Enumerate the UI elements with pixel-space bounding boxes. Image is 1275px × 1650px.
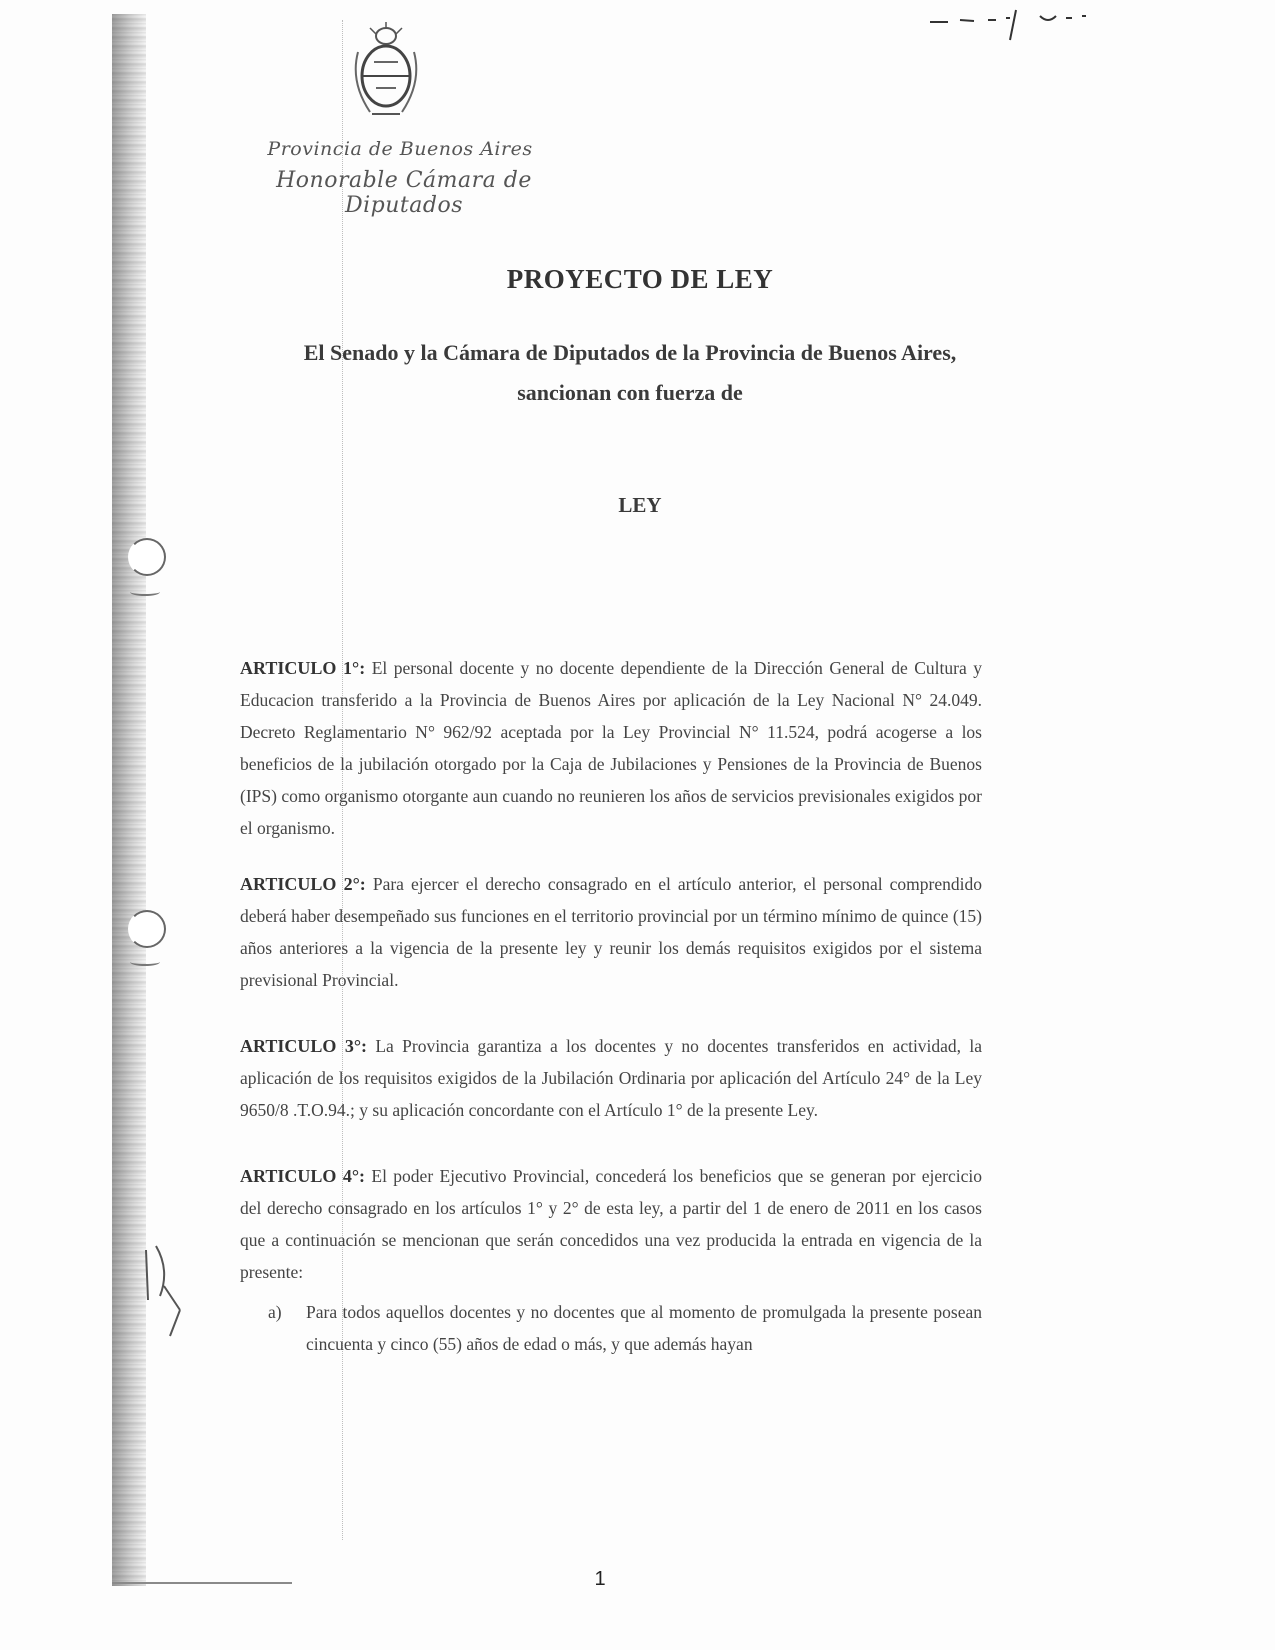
enacting-line-1: El Senado y la Cámara de Diputados de la Provincia de Buenos Aires,: [303, 340, 957, 365]
header-chamber: Honorable Cámara de Diputados: [276, 168, 532, 218]
punch-hole-shadow-bottom: [130, 958, 160, 966]
article-3: [240, 1030, 982, 1126]
article-2: [240, 868, 982, 996]
enacting-line-2: sancionan con fuerza de: [517, 380, 743, 405]
punch-hole-top: [128, 538, 166, 576]
article-4: [240, 1160, 982, 1288]
article-label: ARTICULO 3°:: [240, 1036, 368, 1056]
header-province: Provincia de Buenos Aires: [267, 138, 533, 160]
coat-of-arms-icon: [350, 22, 422, 122]
scan-bottom-edge: [112, 1582, 292, 1584]
scan-edge-shadow: [112, 14, 146, 1586]
corner-handwriting-marks: [930, 6, 1130, 46]
list-item-a: [268, 1296, 982, 1360]
article-text: El poder Ejecutivo Provincial, concederá los beneficios que se generan por ejercicio del derecho consagrado en los artículos 1° y 2° de esta ley, a partir del 1 de enero de 2011 en los casos que a continuación se mencionan que serán concedidos una vez producida la entrada en vigencia de la presente:: [240, 1166, 983, 1282]
list-marker: a): [268, 1302, 282, 1322]
list-text: Para todos aquellos docentes y no docentes que al momento de promulgada la presente posean cincuenta y cinco (55) años de edad o más, y que además hayan: [306, 1302, 982, 1354]
article-text: Para ejercer el derecho consagrado en el artículo anterior, el personal comprendido deberá haber desempeñado sus funciones en el territorio provincial por un término mínimo de quince (15) años anteriores a la vigencia de la presente ley y reunir los demás requisitos exigidos por el sistema previsional Provincial.: [240, 874, 982, 990]
article-text: El personal docente y no docente dependiente de la Dirección General de Cultura y Educacion transferido a la Provincia de Buenos Aires por aplicación de la Ley Nacional N° 24.049. Decreto Reglamentario N° 962/92 aceptada por la Ley Provincial N° 11.524, podrá acogerse a los beneficios de la jubilación otorgado por la Caja de Jubilaciones y Pensiones de la Provincia de Buenos (IPS) como organismo otorgante aun cuando no reunieren los años de servicios previsionales exigidos por el organismo.: [240, 658, 982, 838]
handwritten-mark: [140, 1240, 200, 1340]
document-title: PROYECTO DE LEY: [506, 264, 774, 294]
punch-hole-bottom: [128, 910, 166, 948]
article-label: ARTICULO 1°:: [240, 658, 366, 678]
article-1: [240, 652, 982, 844]
article-label: ARTICULO 4°:: [240, 1166, 366, 1186]
article-text: La Provincia garantiza a los docentes y no docentes transferidos en actividad, la aplicación de los requisitos exigidos de la Jubilación Ordinaria por aplicación del Artículo 24° de la Ley 9650/8 .T.O.94.; y su aplicación concordante con el Artículo 1° de la presente Ley.: [240, 1036, 983, 1120]
page-number: 1: [594, 1568, 606, 1590]
punch-hole-shadow-top: [130, 588, 160, 596]
article-label: ARTICULO 2°:: [240, 874, 366, 894]
ley-heading: LEY: [618, 493, 662, 517]
